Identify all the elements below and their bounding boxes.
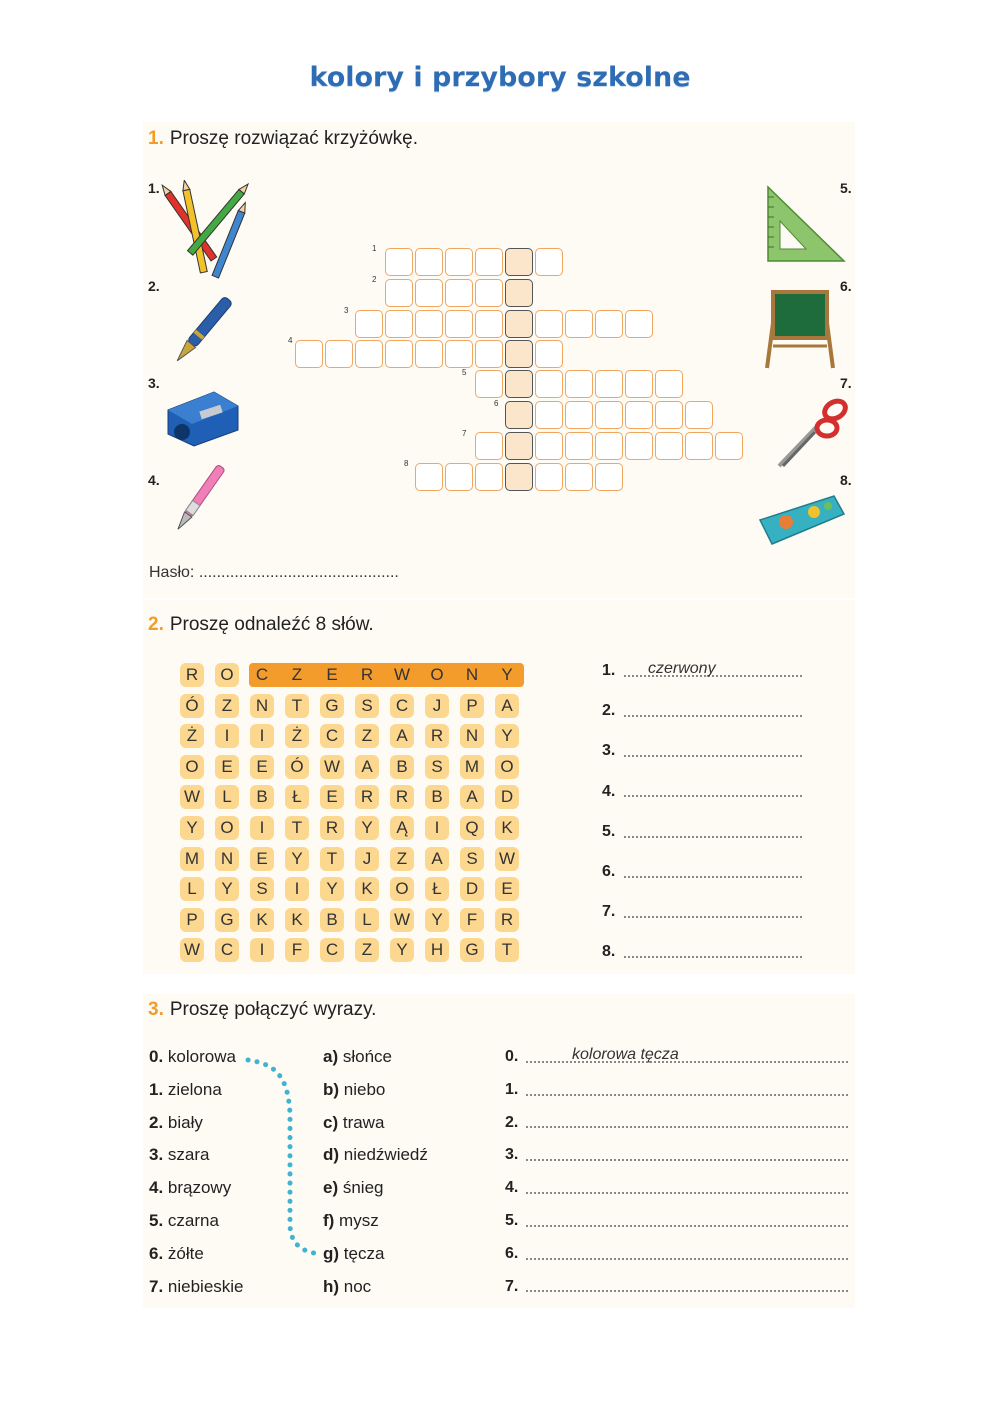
- match-left-number: 0.: [149, 1047, 164, 1066]
- word-search-letter[interactable]: Q: [460, 816, 484, 840]
- word-search-letter[interactable]: Y: [285, 847, 309, 871]
- section1-number: 1.: [148, 128, 164, 149]
- picture-label-8: 8.: [840, 472, 852, 488]
- answer-dots[interactable]: [624, 826, 802, 838]
- word-search-letter[interactable]: R: [355, 785, 379, 809]
- word-search-letter[interactable]: K: [355, 877, 379, 901]
- word-search-letter[interactable]: Y: [425, 908, 449, 932]
- word-search-letter[interactable]: E: [250, 847, 274, 871]
- word-search-letter[interactable]: Y: [180, 816, 204, 840]
- section1-heading: [148, 128, 418, 150]
- picture-label-3: 3.: [148, 375, 160, 391]
- match-answer-number: 5.: [505, 1212, 519, 1229]
- word-search-letter[interactable]: G: [320, 694, 344, 718]
- word-search-letter[interactable]: Ó: [285, 755, 309, 779]
- match-left-word: kolorowa: [163, 1047, 236, 1066]
- word-search-letter[interactable]: T: [285, 694, 309, 718]
- match-left-item[interactable]: [149, 1080, 222, 1100]
- match-right-word: trawa: [338, 1112, 385, 1132]
- word-search-letter[interactable]: B: [425, 785, 449, 809]
- match-answer-dots[interactable]: [526, 1116, 848, 1128]
- match-answer-dots[interactable]: [526, 1182, 848, 1194]
- crossword-number-3: 3: [344, 306, 349, 315]
- match-answer-number: 3.: [505, 1146, 519, 1164]
- word-search-letter[interactable]: P: [180, 908, 204, 932]
- word-search-letter[interactable]: C: [255, 665, 269, 684]
- crossword-number-4: 4: [288, 336, 293, 345]
- match-right-item[interactable]: [323, 1145, 428, 1165]
- word-search-letter[interactable]: W: [180, 785, 204, 809]
- word-search-letter[interactable]: C: [320, 938, 344, 962]
- match-left-word: czarna: [163, 1211, 219, 1230]
- word-search-letter[interactable]: W: [393, 665, 411, 684]
- match-answer-line[interactable]: [505, 1179, 848, 1197]
- section3-heading: [148, 999, 376, 1021]
- pink-pen-icon: [168, 460, 230, 540]
- section2-heading: [148, 614, 374, 636]
- word-search-letter[interactable]: D: [460, 877, 484, 901]
- match-answer-line[interactable]: [505, 1081, 848, 1099]
- word-search-letter[interactable]: Ż: [285, 724, 309, 748]
- word-search-letter[interactable]: I: [250, 938, 274, 962]
- word-search-letter[interactable]: S: [355, 694, 379, 718]
- match-left-item[interactable]: [149, 1277, 244, 1297]
- word-search-letter[interactable]: Ł: [425, 877, 449, 901]
- match-left-word: brązowy: [163, 1178, 232, 1198]
- match-right-item[interactable]: [323, 1277, 371, 1297]
- word-search-letter[interactable]: W: [180, 938, 204, 962]
- answer-number: 8.: [602, 943, 616, 961]
- match-left-word: zielona: [163, 1079, 222, 1099]
- word-search-letter[interactable]: G: [460, 938, 484, 962]
- word-search-letter[interactable]: T: [320, 847, 344, 871]
- picture-label-6: 6.: [840, 278, 852, 294]
- match-answer-dots[interactable]: [526, 1084, 848, 1096]
- word-search-letter[interactable]: O: [215, 816, 239, 840]
- match-right-letter: c): [323, 1112, 339, 1132]
- word-search-letter[interactable]: K: [250, 908, 274, 932]
- match-left-word: biały: [163, 1112, 203, 1132]
- match-left-item[interactable]: [149, 1244, 204, 1264]
- word-search-letter[interactable]: P: [460, 694, 484, 718]
- fountain-pen-icon: [165, 290, 240, 375]
- haslo-dots[interactable]: .............................................: [198, 564, 399, 581]
- match-answer-number: 2.: [505, 1113, 519, 1131]
- match-left-number: 3.: [149, 1145, 164, 1165]
- word-search-letter[interactable]: Ó: [180, 694, 204, 718]
- word-search-letter[interactable]: R: [180, 663, 204, 687]
- word-search-letter[interactable]: Y: [215, 877, 239, 901]
- word-search-letter[interactable]: K: [495, 816, 519, 840]
- section3-number: 3.: [148, 999, 164, 1020]
- word-search-letter[interactable]: R: [320, 816, 344, 840]
- match-right-word: mysz: [334, 1211, 379, 1230]
- answer-line[interactable]: [602, 903, 802, 921]
- example-answer-czerwony: czerwony: [648, 660, 716, 677]
- word-search-letter[interactable]: B: [390, 755, 414, 779]
- word-search-letter[interactable]: I: [250, 816, 274, 840]
- word-search-letter[interactable]: C: [320, 724, 344, 748]
- page-title: kolory i przybory szkolne: [309, 62, 691, 93]
- match-left-item[interactable]: [149, 1047, 236, 1067]
- word-search-letter[interactable]: R: [495, 908, 519, 932]
- match-left-number: 2.: [149, 1112, 164, 1132]
- word-search-letter[interactable]: B: [320, 908, 344, 932]
- word-search-letter[interactable]: W: [390, 908, 414, 932]
- word-search-letter[interactable]: A: [355, 755, 379, 779]
- match-answer-line[interactable]: [505, 1114, 848, 1132]
- match-answer-dots[interactable]: [526, 1215, 848, 1227]
- word-search-letter[interactable]: Z: [355, 938, 379, 962]
- word-search-letter[interactable]: M: [460, 755, 484, 779]
- word-search-letter[interactable]: N: [250, 694, 274, 718]
- word-search-letter[interactable]: I: [250, 724, 274, 748]
- match-answer-dots[interactable]: [526, 1280, 848, 1292]
- word-search-letter[interactable]: L: [215, 785, 239, 809]
- match-left-word: niebieskie: [163, 1276, 244, 1296]
- word-search-letter[interactable]: E: [250, 755, 274, 779]
- match-right-word: tęcza: [339, 1243, 385, 1263]
- crossword-number-6: 6: [494, 399, 499, 408]
- word-search-letter[interactable]: I: [285, 877, 309, 901]
- word-search-letter[interactable]: Z: [390, 847, 414, 871]
- match-answer-number: 7.: [505, 1277, 519, 1295]
- word-search-letter[interactable]: B: [250, 785, 274, 809]
- section1-heading-text: Proszę rozwiązać krzyżówkę.: [169, 128, 418, 149]
- word-search-letter[interactable]: E: [215, 755, 239, 779]
- crossword-number-8: 8: [404, 459, 409, 468]
- match-left-number: 6.: [149, 1243, 164, 1263]
- word-search-letter[interactable]: Z: [291, 665, 303, 684]
- word-search-letter[interactable]: C: [390, 694, 414, 718]
- answer-dots[interactable]: [624, 785, 802, 797]
- word-search-letter[interactable]: I: [215, 724, 239, 748]
- word-search-letter[interactable]: O: [495, 755, 519, 779]
- word-search-letter[interactable]: G: [215, 908, 239, 932]
- picture-label-7: 7.: [840, 375, 852, 391]
- word-search-letter[interactable]: S: [250, 877, 274, 901]
- word-search-letter[interactable]: O: [430, 665, 444, 684]
- word-search-letter[interactable]: W: [495, 847, 519, 871]
- haslo-line: [149, 564, 399, 582]
- word-search-letter[interactable]: S: [460, 847, 484, 871]
- answer-dots[interactable]: [624, 866, 802, 878]
- word-search-letter[interactable]: A: [390, 724, 414, 748]
- colored-pencils-icon: [160, 180, 252, 282]
- match-right-letter: a): [323, 1047, 339, 1066]
- word-search-letter[interactable]: N: [465, 665, 479, 684]
- word-search-letter[interactable]: E: [326, 665, 338, 684]
- word-search-letter[interactable]: O: [215, 663, 239, 687]
- word-search-letter[interactable]: Z: [355, 724, 379, 748]
- example-connector-line: [244, 1054, 334, 1264]
- match-right-word: niedźwiedź: [339, 1145, 428, 1165]
- match-right-letter: b): [323, 1079, 340, 1099]
- picture-label-5: 5.: [840, 180, 852, 196]
- match-left-number: 5.: [149, 1211, 164, 1230]
- match-right-word: słońce: [338, 1047, 392, 1066]
- word-search-letter[interactable]: L: [355, 908, 379, 932]
- word-search-letter[interactable]: Y: [501, 665, 513, 684]
- word-search-letter[interactable]: Y: [355, 816, 379, 840]
- answer-number: 7.: [602, 903, 616, 921]
- match-answer-line[interactable]: [505, 1278, 848, 1296]
- answer-number: 6.: [602, 863, 616, 880]
- match-left-item[interactable]: [149, 1178, 231, 1198]
- word-search-letter[interactable]: F: [460, 908, 484, 932]
- answer-line[interactable]: [602, 943, 802, 961]
- word-search-letter[interactable]: N: [460, 724, 484, 748]
- word-search-letter[interactable]: I: [425, 816, 449, 840]
- match-answer-dots[interactable]: [526, 1149, 848, 1161]
- match-right-word: niebo: [339, 1079, 386, 1099]
- match-left-word: szara: [163, 1145, 210, 1165]
- scissors-icon: [775, 394, 850, 470]
- word-search-letter[interactable]: N: [215, 847, 239, 871]
- answer-number: 1.: [602, 662, 616, 679]
- match-answer-number: 4.: [505, 1179, 519, 1197]
- word-search-letter[interactable]: L: [180, 877, 204, 901]
- word-search-letter[interactable]: T: [495, 938, 519, 962]
- answer-line[interactable]: [602, 702, 802, 720]
- match-left-item[interactable]: [149, 1145, 209, 1165]
- match-right-letter: e): [323, 1178, 339, 1198]
- picture-label-2: 2.: [148, 278, 160, 294]
- answer-dots[interactable]: [624, 745, 802, 757]
- answer-line[interactable]: [602, 783, 802, 801]
- answer-line[interactable]: [602, 742, 802, 760]
- word-search-letter[interactable]: M: [180, 847, 204, 871]
- crossword-number-7: 7: [462, 429, 467, 438]
- word-search-letter[interactable]: J: [425, 694, 449, 718]
- match-left-item[interactable]: [149, 1113, 203, 1133]
- crossword-number-1: 1: [372, 244, 377, 253]
- word-search-letter[interactable]: R: [425, 724, 449, 748]
- word-search-letter[interactable]: D: [495, 785, 519, 809]
- answer-dots[interactable]: [624, 906, 802, 918]
- match-answer-line[interactable]: [505, 1212, 848, 1230]
- match-answer-line[interactable]: [505, 1146, 848, 1164]
- section2-number: 2.: [148, 614, 164, 635]
- match-left-number: 1.: [149, 1079, 164, 1099]
- word-search-letter[interactable]: O: [390, 877, 414, 901]
- word-search-letter[interactable]: A: [425, 847, 449, 871]
- word-search-letter[interactable]: H: [425, 938, 449, 962]
- match-answer-number: 1.: [505, 1080, 519, 1098]
- section3-heading-text: Proszę połączyć wyrazy.: [169, 999, 377, 1020]
- match-right-letter: h): [323, 1276, 340, 1296]
- word-search-letter[interactable]: R: [390, 785, 414, 809]
- match-right-letter: g): [323, 1243, 340, 1263]
- match-answer-number: 6.: [505, 1244, 519, 1262]
- haslo-label: Hasło:: [149, 564, 195, 581]
- word-search-letter[interactable]: Y: [495, 724, 519, 748]
- answer-number: 2.: [602, 702, 616, 720]
- picture-label-1: 1.: [148, 180, 160, 196]
- word-search-letter[interactable]: A: [460, 785, 484, 809]
- word-search-letter[interactable]: J: [355, 847, 379, 871]
- pencil-sharpener-icon: [162, 386, 242, 448]
- match-left-number: 7.: [149, 1276, 164, 1296]
- word-search-letter[interactable]: C: [215, 938, 239, 962]
- example-answer-kolorowa-tecza: kolorowa tęcza: [572, 1046, 679, 1063]
- word-search-letter[interactable]: R: [360, 665, 374, 684]
- section2-heading-text: Proszę odnaleźć 8 słów.: [169, 614, 374, 635]
- word-search-letter[interactable]: E: [495, 877, 519, 901]
- match-answer-number: 0.: [505, 1048, 519, 1065]
- crossword-number-2: 2: [372, 275, 377, 284]
- picture-label-4: 4.: [148, 472, 160, 488]
- set-square-icon: [766, 185, 846, 263]
- match-right-word: noc: [339, 1276, 372, 1296]
- answer-number: 3.: [602, 742, 616, 760]
- answer-dots[interactable]: [624, 946, 802, 958]
- match-answer-line[interactable]: [505, 1245, 848, 1263]
- answer-dots[interactable]: [624, 705, 802, 717]
- word-search-letter[interactable]: Ż: [180, 724, 204, 748]
- word-search-letter[interactable]: K: [285, 908, 309, 932]
- match-left-number: 4.: [149, 1178, 164, 1198]
- word-search-letter[interactable]: Z: [215, 694, 239, 718]
- crossword-number-5: 5: [462, 368, 467, 377]
- match-left-word: żółte: [163, 1243, 204, 1263]
- match-left-item[interactable]: [149, 1211, 219, 1231]
- word-search-letter[interactable]: A: [495, 694, 519, 718]
- match-right-letter: d): [323, 1145, 340, 1165]
- match-right-word: śnieg: [338, 1178, 384, 1198]
- pencil-case-icon: [756, 492, 848, 548]
- match-right-letter: f): [323, 1211, 335, 1230]
- word-search-letter[interactable]: Ą: [390, 816, 414, 840]
- word-search-letter[interactable]: T: [285, 816, 309, 840]
- answer-number: 4.: [602, 782, 616, 800]
- answer-number: 5.: [602, 822, 616, 840]
- word-search-letter[interactable]: F: [285, 938, 309, 962]
- match-answer-dots[interactable]: [526, 1248, 848, 1260]
- word-search-letter[interactable]: Ł: [285, 785, 309, 809]
- answer-line[interactable]: [602, 863, 802, 881]
- word-search-letter[interactable]: Y: [390, 938, 414, 962]
- word-search-letter[interactable]: Y: [320, 877, 344, 901]
- chalkboard-icon: [765, 288, 835, 370]
- word-search-letter[interactable]: W: [320, 755, 344, 779]
- word-search-letter[interactable]: E: [320, 785, 344, 809]
- answer-line[interactable]: [602, 823, 802, 841]
- word-search-letter[interactable]: S: [425, 755, 449, 779]
- word-search-letter[interactable]: O: [180, 755, 204, 779]
